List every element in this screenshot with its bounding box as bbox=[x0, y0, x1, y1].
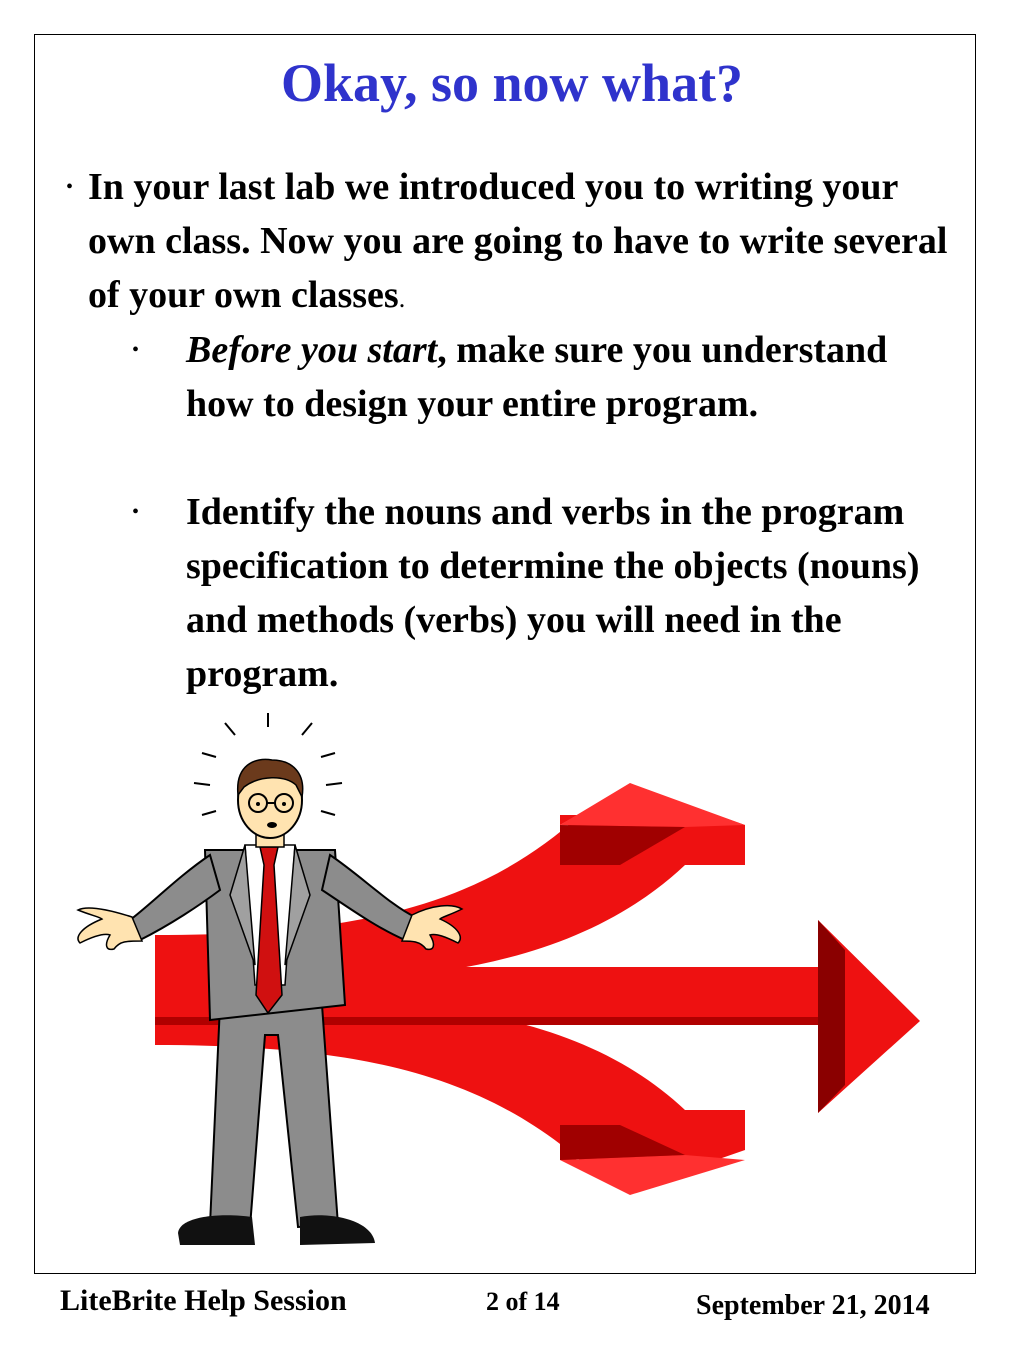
bullet-dot: • bbox=[132, 339, 140, 361]
bullet-2-italic: Before you start bbox=[186, 329, 438, 371]
bullet-2-text: , make sure you understand how to design your entire program. bbox=[186, 329, 888, 425]
slide-title: Okay, so now what? bbox=[280, 53, 744, 113]
footer-page-number: 2 of 14 bbox=[486, 1287, 560, 1316]
footer-session-title: LiteBrite Help Session bbox=[60, 1284, 347, 1317]
bullet-3: Identify the nouns and verbs in the program specification to determine the objects (nouns) and methods (verbs) you will need in the program. bbox=[186, 491, 920, 695]
bullet-dot: • bbox=[132, 501, 140, 523]
confused-man-arrows-icon bbox=[60, 705, 940, 1265]
bullet-dot: • bbox=[66, 176, 74, 198]
bullet-1-period: . bbox=[398, 284, 406, 313]
footer-date: September 21, 2014 bbox=[696, 1290, 930, 1321]
bullet-1-text: In your last lab we introduced you to writing your own class. Now you are going to have to write several of your own classes bbox=[88, 166, 948, 316]
bullet-2 bbox=[186, 323, 956, 431]
bullet-1 bbox=[88, 160, 968, 326]
